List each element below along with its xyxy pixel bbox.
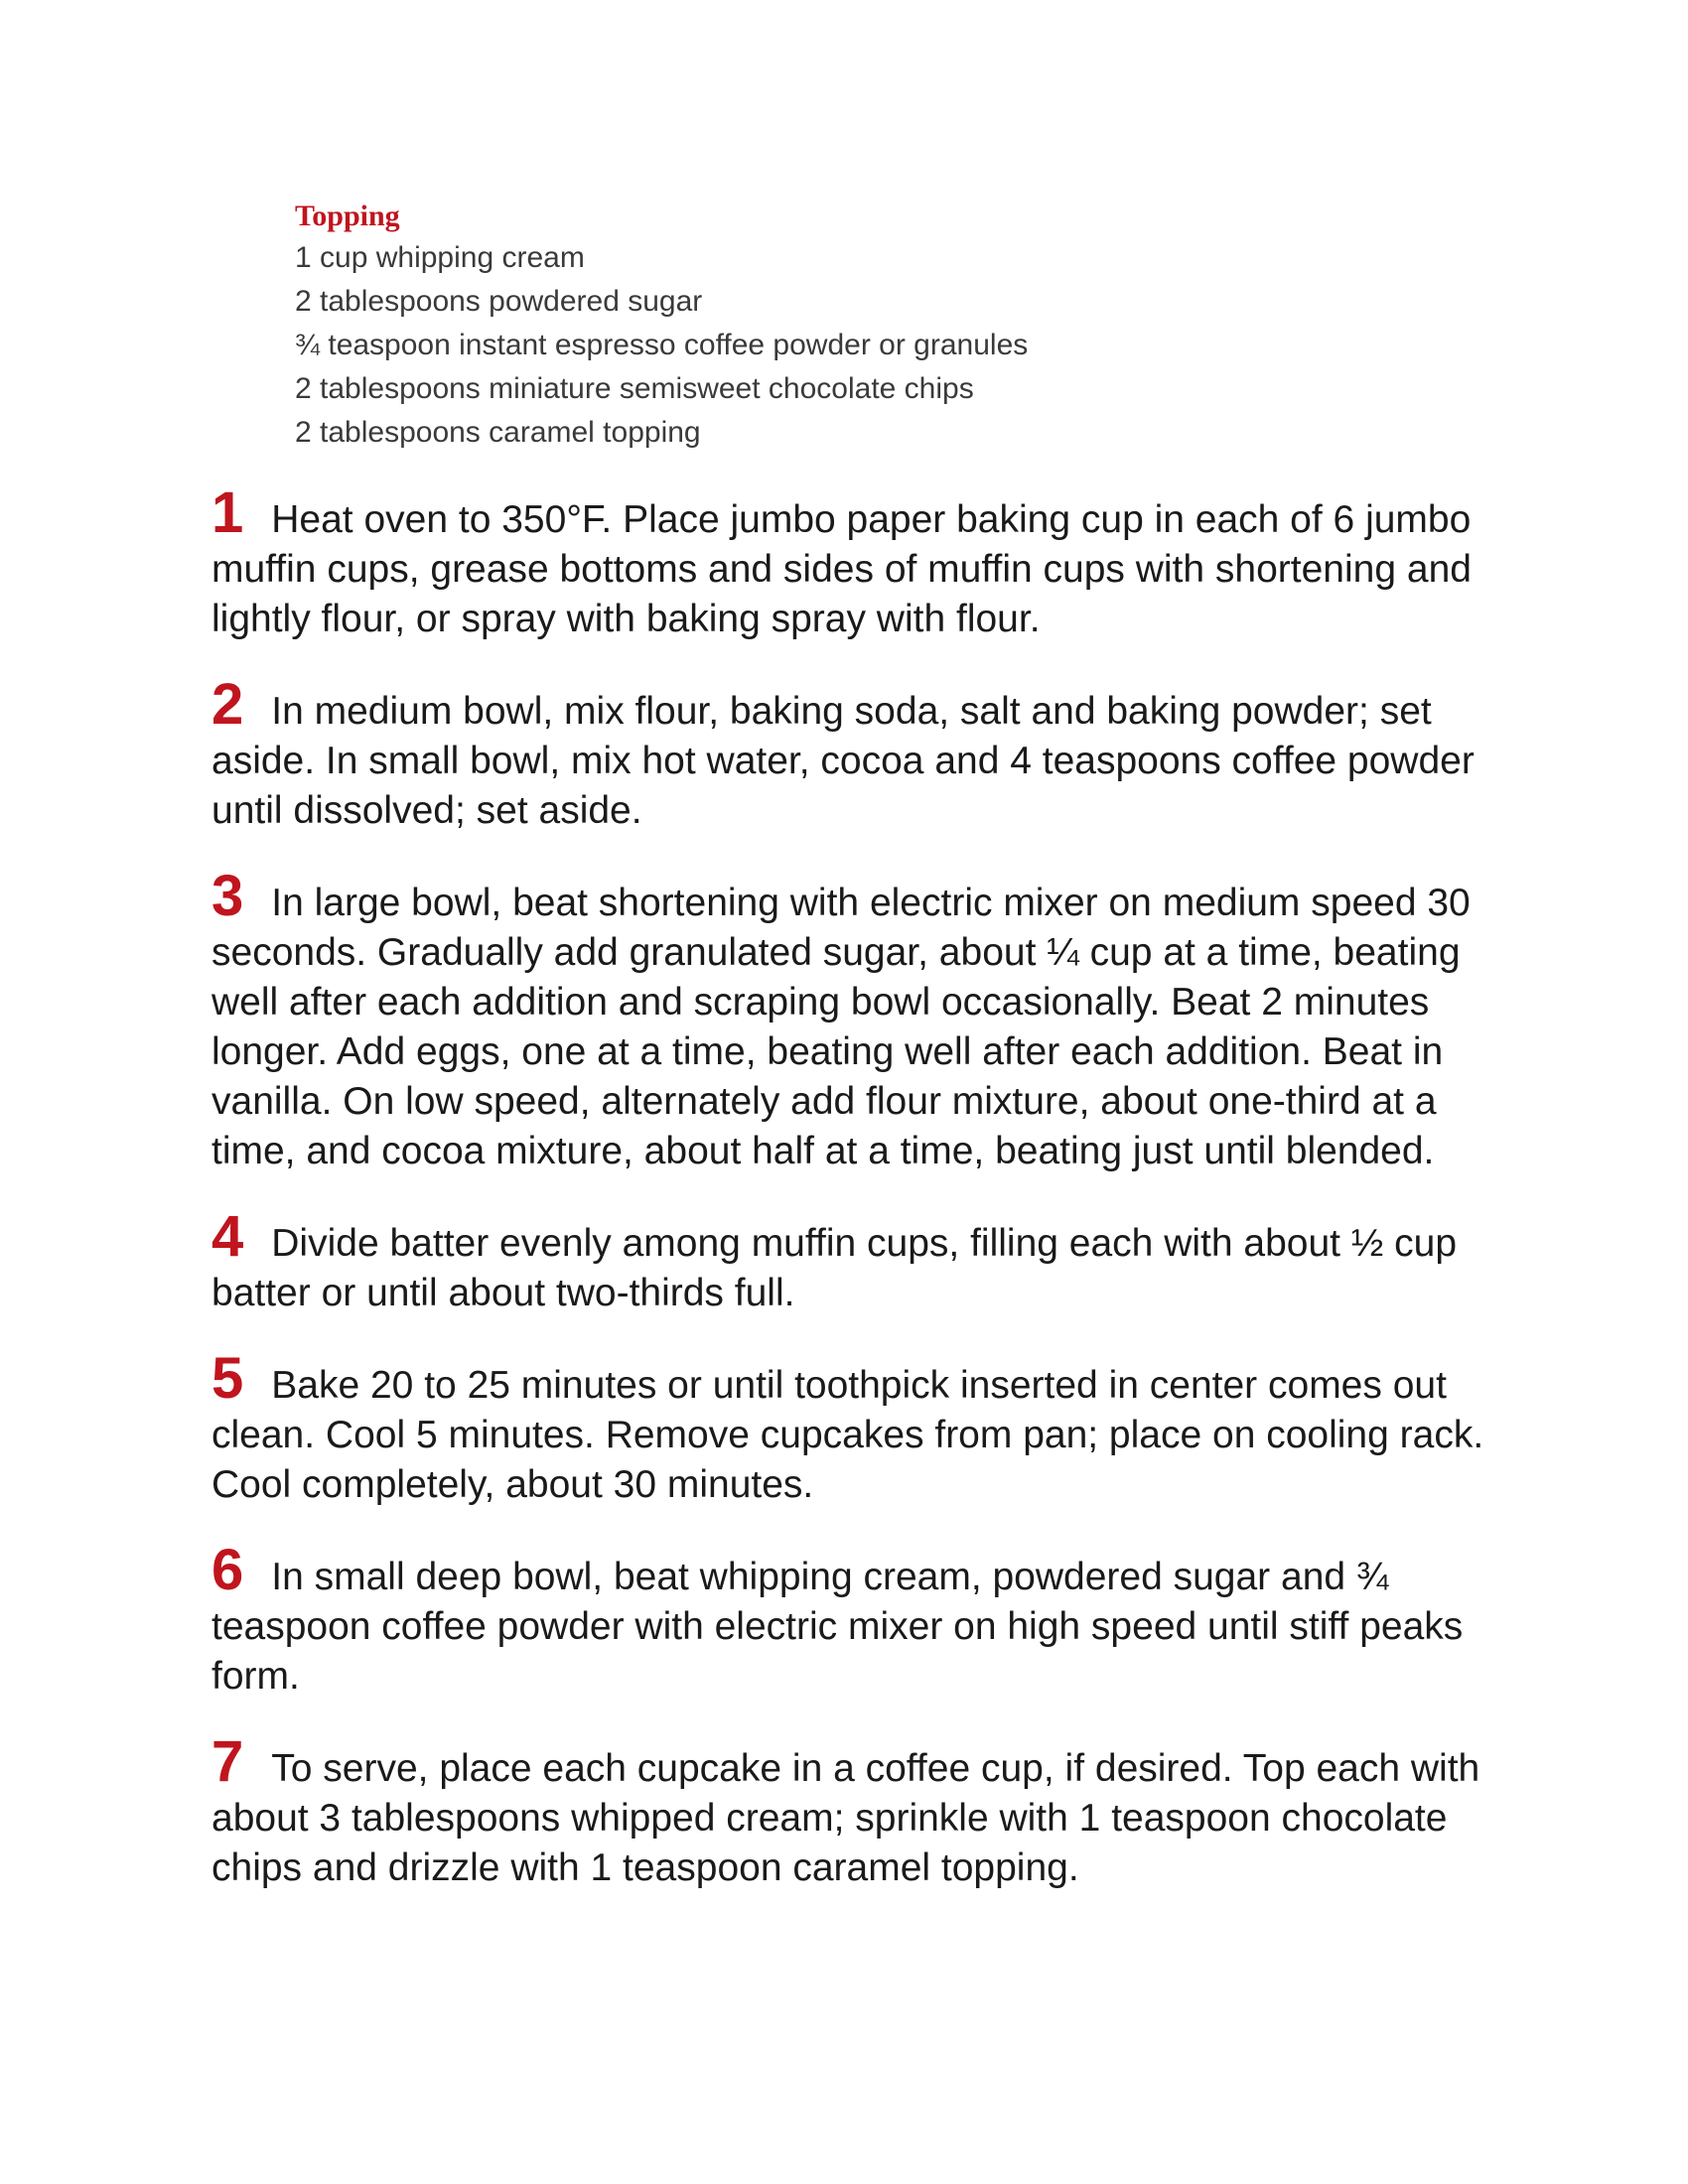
step-6 — [211, 1538, 1502, 1702]
step-number: 4 — [211, 1204, 244, 1269]
ingredient-item: 2 tablespoons miniature semisweet chocolate chips — [295, 372, 974, 405]
ingredient-item: 2 tablespoons powdered sugar — [295, 285, 703, 318]
ingredient-item: 1 cup whipping cream — [295, 241, 585, 274]
step-3 — [211, 864, 1502, 1176]
step-1 — [211, 480, 1502, 644]
step-5 — [211, 1346, 1502, 1510]
step-number: 2 — [211, 672, 244, 737]
topping-heading: Topping — [295, 200, 400, 232]
step-text: Heat oven to 350°F. Place jumbo paper baking cup in each of 6 jumbo muffin cups, grease bottoms and sides of muffin cups with shortening and lightly flour, or spray with baking spray with flour. — [211, 498, 1472, 640]
step-text: To serve, place each cupcake in a coffee cup, if desired. Top each with about 3 tablespoons whipped cream; sprinkle with 1 teaspoon chocolate chips and drizzle with 1 teaspoon caramel topping. — [211, 1747, 1480, 1889]
step-text: Bake 20 to 25 minutes or until toothpick inserted in center comes out clean. Cool 5 minutes. Remove cupcakes from pan; place on cooling rack. Cool completely, about 30 minutes. — [211, 1364, 1484, 1506]
ingredient-item: 2 tablespoons caramel topping — [295, 416, 701, 449]
step-number: 6 — [211, 1538, 244, 1602]
step-text: Divide batter evenly among muffin cups, filling each with about ½ cup batter or until about two-thirds full. — [211, 1222, 1458, 1314]
directions-section — [211, 480, 1502, 1929]
ingredient-item: ¾ teaspoon instant espresso coffee powder or granules — [295, 329, 1029, 361]
step-text: In medium bowl, mix flour, baking soda, salt and baking powder; set aside. In small bowl, mix hot water, cocoa and 4 teaspoons coffee powder until dissolved; set aside. — [211, 690, 1475, 832]
step-number: 3 — [211, 864, 244, 928]
step-4 — [211, 1204, 1502, 1318]
step-text: In small deep bowl, beat whipping cream, powdered sugar and ¾ teaspoon coffee powder with electric mixer on high speed until stiff peaks form. — [211, 1556, 1464, 1698]
step-2 — [211, 672, 1502, 836]
step-number: 1 — [211, 480, 244, 545]
topping-section — [295, 197, 1486, 455]
step-7 — [211, 1729, 1502, 1893]
step-number: 7 — [211, 1729, 244, 1794]
step-text: In large bowl, beat shortening with electric mixer on medium speed 30 seconds. Gradually add granulated sugar, about ¼ cup at a time, beating well after each addition and scraping bowl occasionally. Beat 2 minutes longer. Add eggs, one at a time, beating well after each addition. Beat in vanilla. On low speed, alternately add flour mixture, about one-third at a time, and cocoa mixture, about half at a time, beating just until blended. — [211, 882, 1471, 1172]
step-number: 5 — [211, 1346, 244, 1411]
ingredient-list — [295, 236, 1486, 455]
